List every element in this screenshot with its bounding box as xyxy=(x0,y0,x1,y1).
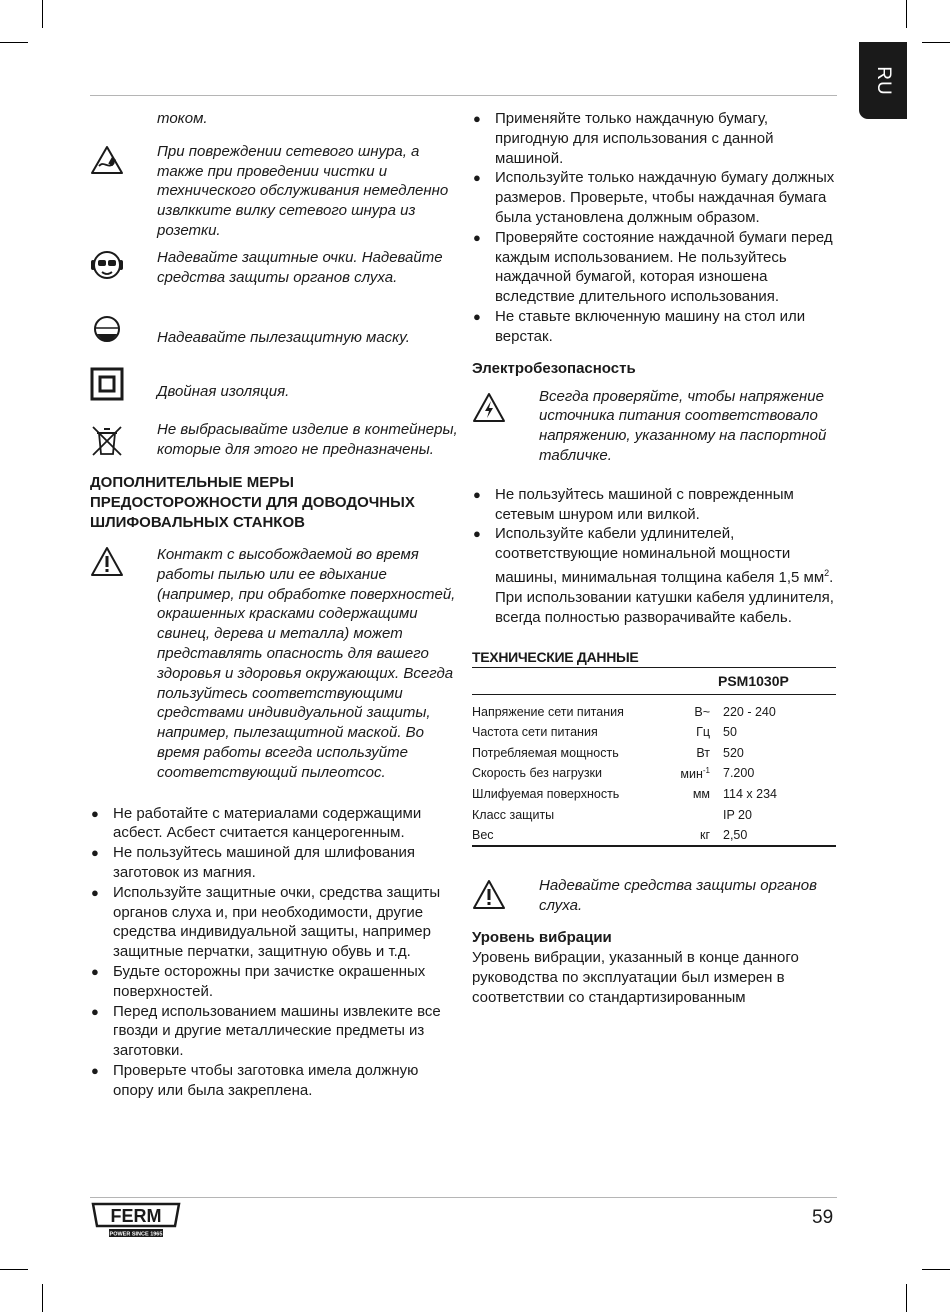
warning-icon xyxy=(90,545,124,579)
symbol-text: Не выбрасывайте изделие в контейнеры, которые для этого не предназначены. xyxy=(157,421,458,459)
list-item: ● Используйте защитные очки, средства защиты органов слуха и, при необходимости, другие средства индивидуальной защиты, например защитные перчатки, защитную обувь и т.д. xyxy=(90,883,458,962)
spec-value: 114 x 234 xyxy=(723,787,777,801)
list-item: ● Не пользуйтесь машиной с поврежденным сетевым шнуром или вилкой. xyxy=(472,485,840,525)
symbol-row-mask xyxy=(90,314,458,354)
crossed-bin-icon xyxy=(90,424,124,458)
goggles-earmuffs-icon xyxy=(90,248,124,282)
spec-value: 220 - 240 xyxy=(723,704,776,719)
left-column xyxy=(90,109,458,1100)
crop-mark xyxy=(906,0,907,28)
spec-unit: В~ xyxy=(694,704,710,719)
spec-unit: Вт xyxy=(696,745,710,760)
spec-unit: Гц xyxy=(696,725,710,740)
cable-text-2: . При использовании катушки кабеля удлинителя, всегда полностью разворачивайте кабель. xyxy=(495,568,834,626)
crop-mark xyxy=(0,42,28,43)
symbol-text: Надевайте защитные очки. Надевайте средства защиты органов слуха. xyxy=(157,248,443,286)
list-item: ● Используйте только наждачную бумагу должных размеров. Проверьте, чтобы наждачная бумага была установлена должным образом. xyxy=(472,168,840,227)
list-item: ● Не ставьте включенную машину на стол или верстак. xyxy=(472,307,840,347)
spec-title: ТЕХНИЧЕСКИЕ ДАННЫЕ xyxy=(472,649,836,668)
warning-block xyxy=(90,545,458,783)
crop-mark xyxy=(922,42,950,43)
symbol-row-bin xyxy=(90,420,458,460)
spec-table xyxy=(472,668,836,847)
ferm-logo xyxy=(91,1201,181,1239)
hearing-warning-text: Надевайте средства защиты органов слуха. xyxy=(539,877,817,915)
dust-mask-icon xyxy=(90,314,124,348)
logo-text: FERM xyxy=(110,1206,162,1226)
spec-label: Шлифуемая поверхность xyxy=(472,787,620,801)
list-item: ● Перед использованием машины извлеките все гвозди и другие металлические предметы из заготовки. xyxy=(90,1002,458,1061)
logo-tagline: POWER SINCE 1965 xyxy=(109,1231,163,1238)
spec-value: 7.200 xyxy=(723,766,755,781)
spec-model-row xyxy=(472,668,836,695)
page-number: 59 xyxy=(812,1207,834,1228)
electrical-warning-text: Всегда проверяйте, чтобы напряжение источника питания соответствовало напряжению, указанному на паспортной табличке. xyxy=(539,387,827,464)
sandpaper-list xyxy=(472,109,840,347)
language-tab xyxy=(859,42,907,119)
spec-unit xyxy=(652,763,710,784)
crop-mark xyxy=(906,1284,907,1312)
unplug-icon xyxy=(90,144,124,178)
spec-value: IP 20 xyxy=(723,807,752,822)
table-row xyxy=(472,784,836,805)
list-item: ● Не пользуйтесь машиной для шлифования заготовок из магния. xyxy=(90,843,458,883)
spec-unit: мм xyxy=(692,787,710,801)
list-item: ● Проверяйте состояние наждачной бумаги перед каждым использованием. Не пользуйтесь наждачной бумагой, которая изношена вследствие длительного использования. xyxy=(472,228,840,307)
list-item: ● Будьте осторожны при зачистке окрашенных поверхностей. xyxy=(90,962,458,1002)
section-heading: ДОПОЛНИТЕЛЬНЫЕ МЕРЫ ПРЕДОСТОРОЖНОСТИ ДЛЯ ДОВОДОЧНЫХ ШЛИФОВАЛЬНЫХ СТАНКОВ xyxy=(90,473,415,531)
language-label: RU xyxy=(873,65,894,96)
table-row xyxy=(472,722,836,743)
footer-rule xyxy=(90,1197,837,1198)
list-item: ● Не работайте с материалами содержащими асбест. Асбест считается канцерогенным. xyxy=(90,804,458,844)
spec-unit-sup: -1 xyxy=(702,765,710,775)
crop-mark xyxy=(42,1284,43,1312)
list-item: ● Проверьте чтобы заготовка имела должную опору или была закреплена. xyxy=(90,1061,458,1101)
spec-unit: кг xyxy=(652,825,710,847)
symbol-text: Надеавайте пылезащитную маску. xyxy=(157,329,410,347)
warning-text: Контакт с высобождаемой во время работы пылью или ее вдыхание (например, при обработке поверхностей, окрашенных красками содержащими свинец, дерева и металла) может представлять опасность для вашего здоровья и здоровья окружающих. Всегда пользуйтесь соответствующими средствами индивидуальной защиты, например, пылезащитной маской. Во время работы всегда используйте соответствующий пылеотсос. xyxy=(157,545,456,781)
spec-value: 520 xyxy=(723,745,744,760)
table-row xyxy=(472,743,836,764)
electrical-warning-block xyxy=(472,387,840,466)
warning-icon xyxy=(472,878,506,912)
list-item: ● Применяйте только наждачную бумагу, пригодную для использования с данной машиной. xyxy=(472,109,840,168)
symbol-row-unplug xyxy=(90,142,458,241)
cable-superscript: 2 xyxy=(824,567,830,578)
precautions-list xyxy=(90,804,458,1101)
double-insulation-icon xyxy=(90,367,124,401)
spec-unit-text: мин xyxy=(680,766,703,781)
electrical-list xyxy=(472,485,840,628)
spec-value: 50 xyxy=(723,725,737,740)
symbol-row-goggles xyxy=(90,248,458,288)
right-column xyxy=(472,109,840,1007)
spec-label: Скорость без нагрузки xyxy=(472,766,603,781)
crop-mark xyxy=(0,1269,28,1270)
electric-hazard-icon xyxy=(472,391,506,425)
intro-tail: током. xyxy=(157,110,208,127)
spec-label: Класс защиты xyxy=(472,807,555,822)
header-rule xyxy=(90,95,837,96)
vibration-text: Уровень вибрации, указанный в конце данного руководства по эксплуатации был измерен в соответствии со стандартизированным xyxy=(472,949,799,1006)
spec-label: Частота сети питания xyxy=(472,725,598,740)
crop-mark xyxy=(922,1269,950,1270)
vibration-heading: Уровень вибрации xyxy=(472,929,612,947)
spec-model: PSM1030P xyxy=(710,668,836,695)
electrical-heading: Электробезопасность xyxy=(472,359,636,377)
spec-label: Вес xyxy=(472,825,652,847)
hearing-warning-block xyxy=(472,876,840,916)
table-row xyxy=(472,695,836,722)
cable-text-1: Используйте кабели удлинителей, соответствующие номинальной мощности машины, минимальная толщина кабеля 1,5 мм xyxy=(495,525,825,586)
crop-mark xyxy=(42,0,43,28)
spec-value: 2,50 xyxy=(710,825,836,847)
spec-label: Потребляемая мощность xyxy=(472,745,619,760)
list-item xyxy=(472,524,840,627)
table-row xyxy=(472,825,836,847)
spec-label: Напряжение сети питания xyxy=(472,704,624,719)
table-row xyxy=(472,804,836,825)
symbol-row-insulation xyxy=(90,367,458,407)
spec-unit xyxy=(652,804,710,825)
symbol-text: Двойная изоляция. xyxy=(157,383,290,401)
symbol-text: При повреждении сетевого шнура, а также при проведении чистки и технического обслуживания немедленно извлкките вилку сетевого шнура из розетки. xyxy=(157,142,449,239)
table-row xyxy=(472,763,836,784)
